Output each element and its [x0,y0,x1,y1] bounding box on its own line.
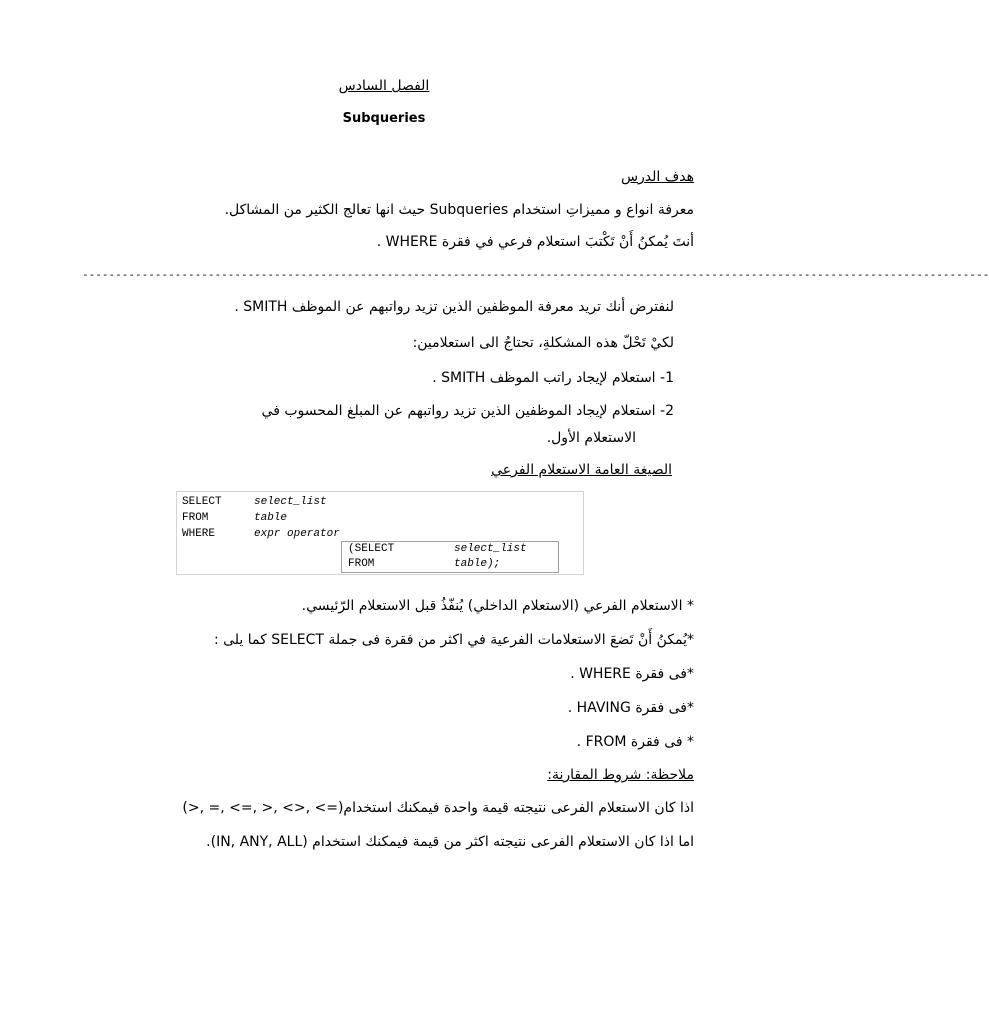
code-keyword: WHERE [182,528,216,540]
note-line: * الاستعلام الفرعي (الاستعلام الداخلي) يُنفّذُ قبل الاستعلام الرّئيسي. [301,598,694,614]
comparison-line: اذا كان الاستعلام الفرعى نتيجته قيمة واحدة فيمكنك استخدام(=> ,<> ,< ,=> ,= ,<) [182,800,694,816]
note-line: * فى فقرة FROM . [576,734,694,750]
example-step: 2- استعلام لإيجاد الموظفين الذين تزيد رواتبهم عن المبلغ المحسوب في [261,403,674,419]
example-line: لنفترض أنك تريد معرفة الموظفين الذين تزيد رواتبهم عن الموظف SMITH . [234,299,674,315]
sql-syntax-box [176,491,584,575]
syntax-heading: الصيغة العامة الاستعلام الفرعي [491,462,672,478]
code-argument: select_list [254,496,327,508]
goal-line: أنتَ يُمكنُ أَنْ تَكْتبَ استعلام فرعي في فقرة WHERE . [376,234,694,250]
separator-line: ----------------------------------------------------------------------------------------------------------------------------------------- [82,268,989,281]
code-keyword: FROM [348,558,375,570]
code-line [348,557,500,572]
subquery-box [341,541,559,573]
note-line: *فى فقرة WHERE . [570,666,694,682]
comparison-heading: ملاحظة: شروط المقارنة: [547,767,694,783]
chapter-title: الفصل السادس [338,78,430,94]
code-line [348,542,527,557]
code-line [182,495,327,510]
code-line [182,511,287,526]
note-line: *يُمكنُ أَنْ تَضعَ الاستعلامات الفرعية في اكثر من فقرة فى جملة SELECT كما يلى : [213,632,694,648]
code-keyword: FROM [182,512,209,524]
comparison-line: اما اذا كان الاستعلام الفرعى نتيجته اكثر من قيمة فيمكنك استخدام (IN, ANY, ALL). [206,834,694,850]
example-line: لكيْ تَحْلّ هذه المشكلةِ، تحتاجُ الى استعلامين: [412,335,674,351]
code-argument: select_list [454,543,527,555]
code-argument: expr operator [254,528,340,540]
goal-heading: هدف الدرس [620,169,694,185]
code-argument: table [254,512,288,524]
example-step: 1- استعلام لإيجاد راتب الموظف SMITH . [432,370,674,386]
code-keyword: SELECT [182,496,222,508]
code-keyword: (SELECT [348,543,395,555]
note-line: *فى فقرة HAVING . [567,700,694,716]
goal-line: معرفة انواع و مميزاتِ استخدام Subqueries حيث انها تعالج الكثير من المشاكل. [224,202,694,218]
code-argument: table); [454,558,501,570]
code-line [182,527,340,542]
example-step-continued: الاستعلام الأول. [546,430,636,446]
chapter-subtitle: Subqueries [342,111,426,126]
